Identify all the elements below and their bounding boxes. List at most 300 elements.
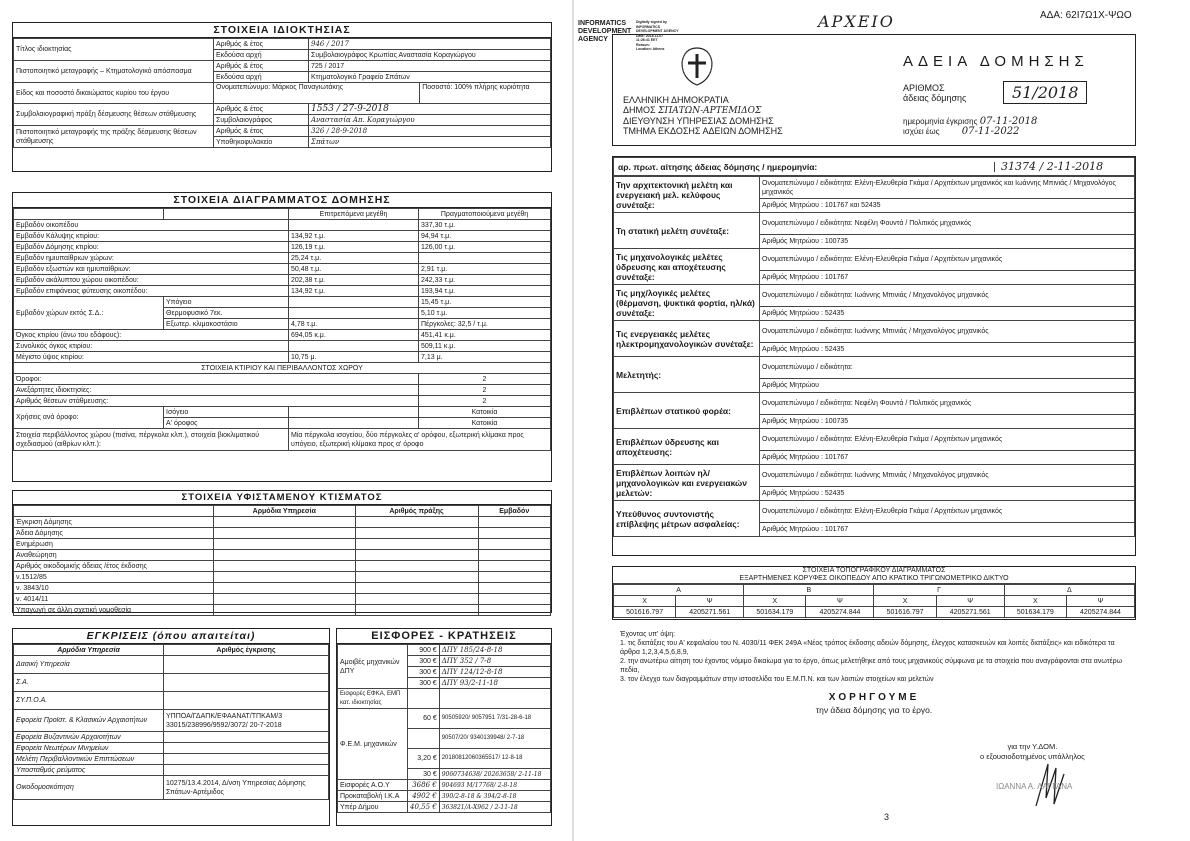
study-row <box>614 393 1135 415</box>
row-sub: Θερμοφυσικό 7εκ. <box>164 308 289 319</box>
table-row <box>14 732 329 743</box>
clause: 3. τον έλεγχο των διαγραμμάτων στην ιστοσελίδα του Ε.Μ.Π.Ν. και των λοιπών στοιχείων και μελετών <box>620 676 934 683</box>
study-row <box>614 249 1135 271</box>
env-elements-value: Μία πέργκολα ισογείου, δύο πέργκολες α' ορόφου, εξωτερική κλίμακα προς υπόγειο, εξωτερική κλίμακα προς α' όροφο <box>289 429 551 451</box>
point-label: Α <box>614 585 744 596</box>
y-label: Ψ <box>936 596 1004 607</box>
row-service: Υποσταθμός ρεύματος <box>14 765 164 776</box>
field-value: 725 / 2017 <box>309 61 551 72</box>
study-row <box>614 321 1135 343</box>
signature-line: Location: Athens <box>636 47 665 51</box>
row-allowed: 134,92 τ.μ. <box>289 286 419 297</box>
study-label: Επιβλέπων ύδρευσης και αποχέτευσης: <box>614 429 760 465</box>
field-value: 946 / 2017 <box>309 39 551 50</box>
study-row <box>614 501 1135 523</box>
existing-building-section <box>12 490 552 613</box>
fees-table <box>337 644 551 813</box>
signature-line: Date: 2018.11.07 <box>636 33 664 38</box>
existing-title: ΣΤΟΙΧΕΙΑ ΥΦΙΣΤΑΜΕΝΟΥ ΚΤΙΣΜΑΤΟΣ <box>13 491 551 505</box>
row-allowed: 4,78 τ.μ. <box>289 319 419 330</box>
fee-amount: 60 € <box>408 709 440 729</box>
row-number: ΥΠΠΟΑ/ΓΔΑΠΚ/ΕΦΑΑΝΑΤ/ΤΠΚΑΜ/3 33015/238996/9592/3072/ 20-7-2018 <box>164 710 329 732</box>
x-value: 501634.179 <box>1004 607 1066 618</box>
row-realized: 337,30 τ.μ. <box>419 220 551 231</box>
ownership-title: ΣΤΟΙΧΕΙΑ ΙΔΙΟΚΤΗΣΙΑΣ <box>13 23 551 38</box>
parking-deed-label: Συμβολαιογραφική πράξη δέσμευσης θέσεων στάθμευσης <box>14 104 214 126</box>
table-row <box>338 780 551 791</box>
number-label: ΑΡΙΘΜΟΣ <box>903 83 945 93</box>
table-row <box>14 396 551 407</box>
ownership-section <box>12 22 552 172</box>
page-fold-line <box>572 0 574 841</box>
cert-label: Πιστοποιητικό μεταγραφής – Κτηματολογικό απόσπασμα <box>14 61 214 83</box>
ownership-table <box>13 38 551 148</box>
table-row <box>14 539 551 550</box>
use: Κατοικία <box>419 407 551 418</box>
table-row <box>14 275 551 286</box>
clause: 2. την ανωτέρω αίτηση του έχοντος νόμιμο δικαίωμα για το έργο, όπως μελετήθηκε από τους μηχανικούς σύμφωνα με τα στοιχεία που αναγράφονται στα ανωτέρω πεδία, <box>620 658 1123 674</box>
study-name: Ονοματεπώνυμο / ειδικότητα: Ελένη-Ελευθερία Γκάμα / Αρχιτέκτων μηχανικός <box>760 249 1135 271</box>
logo-line: DEVELOPMENT <box>578 28 632 35</box>
fee-ref: ΔΠΥ 124/12-8-18 <box>439 667 550 678</box>
row-service: Μελέτη Περιβαλλοντικών Επιπτώσεων <box>14 754 164 765</box>
field-key: Εκδούσα αρχή <box>214 72 309 83</box>
considering-block <box>620 630 1135 684</box>
row-label: Υπαγωγή σε άλλη σχετική νομοθεσία <box>14 605 214 616</box>
number-sub: άδειας δόμησης <box>903 93 967 103</box>
fee-ref: 90507/20/ 9340139948/ 2-7-18 <box>439 729 550 749</box>
col-header: Αρμόδια Υπηρεσία <box>14 645 164 656</box>
point-label: Δ <box>1004 585 1134 596</box>
row-label: Όροφοι: <box>14 374 419 385</box>
study-name: Ονοματεπώνυμο / ειδικότητα: Νεφέλη Φουντά / Πολιτικός μηχανικός <box>760 213 1135 235</box>
signature-line: Reason: <box>636 42 650 47</box>
row-sub: Υπόγειο <box>164 297 289 308</box>
table-row <box>14 374 551 385</box>
row-service: Σ.Α. <box>14 674 164 692</box>
fee-label: Υπέρ Δήμου <box>338 802 408 813</box>
study-label: Τις μηχ/λογικές μελέτες (θέρμανση, ψυκτικά φορτία, ηλ/κά) συνέταξε: <box>614 285 760 321</box>
study-label: Τις μηχανολογικές μελέτες ύδρευσης και αποχέτευσης συνέταξε: <box>614 249 760 285</box>
table-row <box>14 743 329 754</box>
table-row <box>14 674 329 692</box>
logo-line: AGENCY <box>578 36 608 43</box>
efka-label: Εισφορές ΕΦΚΑ, ΕΜΠ κατ. ιδιοκτησίας <box>338 689 408 709</box>
study-label: Υπεύθυνος συντονιστής επίβλεψης μέτρων ασφαλείας: <box>614 501 760 537</box>
row-allowed <box>289 297 419 308</box>
fee-amount: 30 € <box>408 769 440 780</box>
field-value: Συμβολαιογράφος Κρωπίας Αναστασία Κοραγιώργου <box>309 50 551 61</box>
fee-amount <box>408 729 440 749</box>
row-label: Αναθεώρηση <box>14 550 214 561</box>
table-row <box>14 765 329 776</box>
service-label: ΔΙΕΥΘΥΝΣΗ ΥΠΗΡΕΣΙΑΣ ΔΟΜΗΣΗΣ <box>623 116 774 126</box>
row-realized: 509,11 κ.μ. <box>419 341 551 352</box>
topo-table <box>613 584 1135 618</box>
study-name: Ονοματεπώνυμο / ειδικότητα: Ιωάννης Μπινιάς / Μηχανολόγος μηχανικός <box>760 465 1135 487</box>
table-row <box>14 242 551 253</box>
study-label: Μελετητής: <box>614 357 760 393</box>
study-label: Την αρχιτεκτονική μελέτη και ενεργειακή μελ. κελύφους συνέταξε: <box>614 177 760 213</box>
row-allowed: 25,24 τ.μ. <box>289 253 419 264</box>
table-row <box>14 594 551 605</box>
row-number <box>164 765 329 776</box>
table-row <box>14 561 551 572</box>
row-label: Εμβαδόν ημιυπαίθριων χώρων: <box>14 253 289 264</box>
republic-label: ΕΛΛΗΝΙΚΗ ΔΗΜΟΚΡΑΤΙΑ <box>623 95 729 105</box>
field-value: Σπάτων <box>309 137 551 148</box>
row-number <box>164 754 329 765</box>
diagram-table <box>13 208 551 451</box>
study-name: Ονοματεπώνυμο / ειδικότητα: Ιωάννης Μπινιάς / Μηχανολόγος μηχανικός <box>760 321 1135 343</box>
study-registry: Αριθμός Μητρώου <box>760 379 1135 393</box>
table-row <box>14 297 551 308</box>
row-label: ν.1512/85 <box>14 572 214 583</box>
considering-label: Έχοντας υπ' όψη: <box>620 631 676 638</box>
row-label: Αριθμός θέσεων στάθμευσης: <box>14 396 419 407</box>
row-service: Εφορεία Προϊστ. & Κλασικών Αρχαιοτήτων <box>14 710 164 732</box>
signatory-role: ο εξουσιοδοτημένος υπάλληλος <box>980 752 1085 761</box>
fee-ref: 363821/Α-Χ962 / 2-11-18 <box>439 802 550 813</box>
study-label: Τις ενεργειακές μελέτες ηλεκτρομηχανολογικών συνέταξε: <box>614 321 760 357</box>
fee-label: Προκαταβολή Ι.Κ.Α <box>338 791 408 802</box>
studies-section <box>612 156 1136 556</box>
signatory-org: για την Υ.ΔΟΜ. <box>1007 742 1058 751</box>
row-allowed: 694,05 κ.μ. <box>289 330 419 341</box>
table-row <box>14 286 551 297</box>
row-label: Ανεξάρτητες ιδιοκτησίες: <box>14 385 419 396</box>
row-allowed: 126,19 τ.μ. <box>289 242 419 253</box>
clause: 1. τις διατάξεις του Α' κεφαλαίου του Ν. 4030/11 ΦΕΚ 249Α «Νέος τρόπος έκδοσης αδειών δόμησης, έλεγχος κατασκευών και λοιπές διατάξεις» και ειδικότερα τα άρθρα 1,2,3,4,5,6,8,9, <box>620 640 1115 656</box>
approval-date-value: 07-11-2018 <box>979 116 1038 127</box>
studies-table <box>613 157 1135 176</box>
study-label: Τη στατική μελέτη συνέταξε: <box>614 213 760 249</box>
approvals-table <box>13 644 329 800</box>
row-service: Εφορεία Νεωτέρων Μνημείων <box>14 743 164 754</box>
field-key: Αριθμός & έτος <box>214 39 309 50</box>
col-header: Αριθμός έγκρισης <box>164 645 329 656</box>
fee-ref: 20180812060365517/ 12-8-18 <box>439 749 550 769</box>
table-row <box>14 550 551 561</box>
y-label: Ψ <box>676 596 744 607</box>
table-row <box>14 231 551 242</box>
building-diagram-section <box>12 192 552 482</box>
x-label: Χ <box>744 596 806 607</box>
study-registry: Αριθμός Μητρώου : 101767 <box>760 523 1135 537</box>
y-value: 4205271.561 <box>936 607 1004 618</box>
row-number <box>164 743 329 754</box>
fee-amount: 3,20 € <box>408 749 440 769</box>
fee-amount: 4902 € <box>408 791 440 802</box>
studies-rows <box>613 176 1135 537</box>
study-name: Ονοματεπώνυμο / ειδικότητα: Ιωάννης Μπινιάς / Μηχανολόγος μηχανικός <box>760 285 1135 307</box>
topographic-section <box>612 566 1136 620</box>
diagram-title: ΣΤΟΙΧΕΙΑ ΔΙΑΓΡΑΜΜΑΤΟΣ ΔΟΜΗΣΗΣ <box>13 193 551 208</box>
row-label: ν. 4014/11 <box>14 594 214 605</box>
table-row <box>338 709 551 729</box>
application-value: 31374 / 2-11-2018 <box>994 162 1134 172</box>
study-name: Ονοματεπώνυμο / ειδικότητα: Ελένη-Ελευθερία Γκάμα / Αρχιτέκτων μηχανικός <box>760 429 1135 451</box>
fees-section <box>336 628 552 826</box>
row-value: 2 <box>419 374 551 385</box>
table-row <box>14 572 551 583</box>
env-elements-label: Στοιχεία περιβάλλοντος χώρου (πισίνα, πέργκολα κλπ.), στοιχεία βιοκλιματικού σχεδιασμού (αιθρίων κλπ.): <box>14 429 289 451</box>
row-allowed <box>289 220 419 231</box>
fee-amount: 300 € <box>408 667 440 678</box>
permit-header <box>612 34 1136 146</box>
row-realized: 15,45 τ.μ. <box>419 297 551 308</box>
row-realized: 126,00 τ.μ. <box>419 242 551 253</box>
row-label: Άδεια Δόμησης <box>14 528 214 539</box>
municipality-label: ΔΗΜΟΣ <box>623 105 656 115</box>
use: Κατοικία <box>419 418 551 429</box>
ada-code: ΑΔΑ: 62Ι7Ω1Χ-ΨΩΟ <box>1040 10 1132 21</box>
studies-list <box>613 176 1135 537</box>
col-header: Αριθμός πράξης <box>355 506 478 517</box>
study-label: Επιβλέπων στατικού φορέα: <box>614 393 760 429</box>
uses-label: Χρήσεις ανά όροφο: <box>14 407 164 429</box>
owner-name: Ονοματεπώνυμο: Μάρκος Παναγιωτάκης <box>214 83 420 103</box>
x-value: 501616.797 <box>874 607 936 618</box>
fee-label: Εισφορές Α.Ο.Υ <box>338 780 408 791</box>
field-key: Αριθμός & έτος <box>214 61 309 72</box>
row-allowed <box>289 308 419 319</box>
field-key: Αριθμός & έτος <box>214 104 309 115</box>
fee-amount: 900 € <box>408 645 440 656</box>
x-label: Χ <box>874 596 936 607</box>
study-registry: Αριθμός Μητρώου : 100735 <box>760 235 1135 249</box>
row-allowed: 10,75 μ. <box>289 352 419 363</box>
y-value: 4205274.844 <box>1066 607 1134 618</box>
field-value: 326 / 28-9-2018 <box>309 126 551 137</box>
point-label: Γ <box>874 585 1004 596</box>
row-label: Όγκος κτιρίου (άνω του εδάφους): <box>14 330 289 341</box>
municipality-value: ΣΠΑΤΩΝ-ΑΡΤΕΜΙΔΟΣ <box>658 106 762 116</box>
page-number: 3 <box>884 812 890 822</box>
row-realized: Πέργκολες: 32,5 / τ.μ. <box>419 319 551 330</box>
study-registry: Αριθμός Μητρώου : 52435 <box>760 343 1135 357</box>
field-key: Συμβολαιογράφος <box>214 115 309 126</box>
outside-label: Εμβαδόν χώρων εκτός Σ.Δ.: <box>14 297 164 330</box>
study-registry: Αριθμός Μητρώου : 52435 <box>760 487 1135 501</box>
row-label: Εμβαδόν οικοπέδου <box>14 220 289 231</box>
x-label: Χ <box>614 596 676 607</box>
fees-title: ΕΙΣΦΟΡΕΣ - ΚΡΑΤΗΣΕΙΣ <box>337 629 551 644</box>
application-label: αρ. πρωτ. αίτησης άδειας δόμησης / ημερομηνία: <box>618 161 818 172</box>
signature-line: Digitally signed by <box>636 20 667 24</box>
row-service: Εφορεία Βυζαντινών Αρχαιοτήτων <box>14 732 164 743</box>
row-label: Αριθμός οικοδομικής άδειας /έτος έκδοσης <box>14 561 214 572</box>
row-value: 2 <box>419 385 551 396</box>
approvals-section <box>12 628 330 826</box>
row-realized: 451,41 κ.μ. <box>419 330 551 341</box>
row-service: Δασική Υπηρεσία <box>14 656 164 674</box>
env-title: ΣΤΟΙΧΕΙΑ ΚΤΙΡΙΟΥ ΚΑΙ ΠΕΡΙΒΑΛΛΟΝΤΟΣ ΧΩΡΟΥ <box>14 363 551 374</box>
study-registry: Αριθμός Μητρώου : 101767 <box>760 271 1135 285</box>
table-row <box>14 754 329 765</box>
signature-line: DEVELOPMENT AGENCY <box>636 29 679 33</box>
tem-label: Φ.Ε.Μ. μηχανικών <box>338 709 408 780</box>
study-registry: Αριθμός Μητρώου : 101767 και 52435 <box>760 199 1135 213</box>
table-row <box>14 385 551 396</box>
col-header: Εμβαδόν <box>478 506 551 517</box>
row-realized <box>419 253 551 264</box>
floor: Α' όροφος <box>164 418 289 429</box>
study-row <box>614 357 1135 379</box>
study-row <box>614 213 1135 235</box>
col-allowed: Επιτρεπόμενα μεγέθη <box>289 209 419 220</box>
signature-line: 11:26:41 EET <box>636 38 658 42</box>
table-row <box>338 689 551 709</box>
study-name: Ονοματεπώνυμο / ειδικότητα: Νεφέλη Φουντά / Πολιτικός μηχανικός <box>760 393 1135 415</box>
greek-emblem-icon <box>679 45 715 87</box>
point-label: Β <box>744 585 874 596</box>
table-row <box>14 776 329 800</box>
row-label: Εμβαδόν Κάλυψης κτιρίου: <box>14 231 289 242</box>
table-row <box>14 528 551 539</box>
archive-stamp: ΑΡΧΕΙΟ <box>818 12 895 31</box>
valid-until-label: ισχύει έως <box>903 127 940 136</box>
table-row <box>14 264 551 275</box>
permit-number: 51/2018 <box>1003 81 1087 104</box>
row-label: Μέγιστο ύψος κτιρίου: <box>14 352 289 363</box>
fee-ref: ΔΠΥ 185/24-8-18 <box>439 645 550 656</box>
y-label: Ψ <box>806 596 874 607</box>
row-label: Εμβαδόν ακάλυπτου χώρου οικοπέδου: <box>14 275 289 286</box>
field-key: Υποθηκοφυλακείο <box>214 137 309 148</box>
table-row <box>14 583 551 594</box>
floor: Ισόγειο <box>164 407 289 418</box>
logo-line: INFORMATICS <box>578 20 627 27</box>
row-label: Εμβαδόν εξωστών και ημιυπαίθριων: <box>14 264 289 275</box>
row-realized: 193,94 τ.μ. <box>419 286 551 297</box>
table-row <box>14 605 551 616</box>
signature-line: INFORMATICS <box>636 24 661 29</box>
table-row <box>338 645 551 656</box>
table-row <box>14 407 551 418</box>
row-number <box>164 656 329 674</box>
fee-ref: ΔΠΥ 352 / 7-8 <box>439 656 550 667</box>
y-label: Ψ <box>1066 596 1134 607</box>
table-row <box>14 656 329 674</box>
field-key: Εκδούσα αρχή <box>214 50 309 61</box>
department-label: ΤΜΗΜΑ ΕΚΔΟΣΗΣ ΑΔΕΙΩΝ ΔΟΜΗΣΗΣ <box>623 126 783 136</box>
field-value: Κτηματολογικό Γραφείο Σπάτων <box>309 72 551 83</box>
fee-ref: 390/2-8-18 & 394/2-8-18 <box>439 791 550 802</box>
study-row <box>614 429 1135 451</box>
fee-amount: 40,55 € <box>408 802 440 813</box>
table-row <box>338 791 551 802</box>
row-service: Οικοδομοσκόπηση <box>14 776 164 800</box>
approval-date-label: ημερομηνία έγκρισης <box>903 117 978 126</box>
fee-ref: 9060734638/ 20263658/ 2-11-18 <box>439 769 550 780</box>
table-row <box>14 341 551 352</box>
rights-label: Είδος και ποσοστό δικαιώματος κυρίου του έργου <box>14 83 214 104</box>
table-row <box>14 330 551 341</box>
valid-until-value: 07-11-2022 <box>961 126 1020 137</box>
fee-ref: 90505920/ 9057951 7/31-28-6-18 <box>439 709 550 729</box>
row-allowed: 50,48 τ.μ. <box>289 264 419 275</box>
eng-label: Αμοιβές μηχανικών ΔΠΥ <box>338 645 408 689</box>
approvals-title: ΕΓΚΡΙΣΕΙΣ (όπου απαιτείται) <box>13 629 329 644</box>
grant-label: ΧΟΡΗΓΟΥΜΕ <box>828 692 920 703</box>
study-name: Ονοματεπώνυμο / ειδικότητα: Ελένη-Ελευθερία Γκάμα / Αρχιτέκτων μηχανικός και Ιωάννης Μπινιάς / Μηχανολόγος μηχανικός <box>760 177 1135 199</box>
owner-percentage: Ποσοστό: 100% πλήρης κυριότητα <box>422 84 530 91</box>
field-value: Αναστασία Απ. Κοραγιώργου <box>309 115 551 126</box>
x-value: 501616.797 <box>614 607 676 618</box>
study-row <box>614 465 1135 487</box>
study-row <box>614 177 1135 199</box>
fee-ref: 904693 Μ/17768/ 2-8-18 <box>439 780 550 791</box>
row-label: Εμβαδόν Δόμησης κτιρίου: <box>14 242 289 253</box>
table-row <box>14 220 551 231</box>
table-row <box>338 802 551 813</box>
table-row <box>14 692 329 710</box>
y-value: 4205274.844 <box>806 607 874 618</box>
table-row <box>14 517 551 528</box>
col-realized: Πραγματοποιούμενα μεγέθη <box>419 209 551 220</box>
row-label: Εμβαδόν επιφάνειας φύτευσης οικοπέδου: <box>14 286 289 297</box>
row-number <box>164 674 329 692</box>
permit-title: ΑΔΕΙΑ ΔΟΜΗΣΗΣ <box>903 53 1089 70</box>
row-realized: 7,13 μ. <box>419 352 551 363</box>
row-label: Έγκριση Δόμησης <box>14 517 214 528</box>
study-registry: Αριθμός Μητρώου : 52435 <box>760 307 1135 321</box>
row-label: Ενημέρωση <box>14 539 214 550</box>
x-label: Χ <box>1004 596 1066 607</box>
table-row <box>14 253 551 264</box>
row-allowed: 202,38 τ.μ. <box>289 275 419 286</box>
fee-amount: 300 € <box>408 656 440 667</box>
row-realized: 242,33 τ.μ. <box>419 275 551 286</box>
study-row <box>614 285 1135 307</box>
fee-amount: 3686 € <box>408 780 440 791</box>
title-deed-label: Τίτλος ιδιοκτησίας <box>14 39 214 61</box>
col-header: Αρμόδια Υπηρεσία <box>214 506 356 517</box>
row-label: Συνολικός όγκος κτιρίου: <box>14 341 289 352</box>
row-realized: 5,10 τ.μ. <box>419 308 551 319</box>
row-number <box>164 692 329 710</box>
existing-table <box>13 505 551 616</box>
row-label: ν. 3843/10 <box>14 583 214 594</box>
signatory-name: ΙΩΑΝΝΑ Α. ΛΑΓΓΑΝΑ <box>996 782 1073 791</box>
fee-amount: 300 € <box>408 678 440 689</box>
table-row <box>14 352 551 363</box>
fee-ref: ΔΠΥ 93/2-11-18 <box>439 678 550 689</box>
field-value: 1553 / 27-9-2018 <box>309 104 551 115</box>
row-realized: 2,91 τ.μ. <box>419 264 551 275</box>
row-number: 10275/13.4.2014, Δ/νση Υπηρεσίας Δόμησης Σπάτων-Αρτέμιδος <box>164 776 329 800</box>
study-registry: Αριθμός Μητρώου : 101767 <box>760 451 1135 465</box>
topo-title-1: ΣΤΟΙΧΕΙΑ ΤΟΠΟΓΡΑΦΙΚΟΥ ΔΙΑΓΡΑΜΜΑΤΟΣ <box>802 567 946 574</box>
topo-title-2: ΕΞΑΡΤΗΜΕΝΕΣ ΚΟΡΥΦΕΣ ΟΙΚΟΠΕΔΟΥ ΑΠΟ ΚΡΑΤΙΚΟ ΤΡΙΓΩΝΟΜΕΤΡΙΚΟ ΔΙΚΤΥΟ <box>739 575 1009 582</box>
row-service: ΣΥ.Π.Ο.Α. <box>14 692 164 710</box>
study-label: Επιβλέπων λοιπών ηλ/μηχανολογικών και ενεργειακών μελετών: <box>614 465 760 501</box>
field-key: Αριθμός & έτος <box>214 126 309 137</box>
row-value: 2 <box>419 396 551 407</box>
study-registry: Αριθμός Μητρώου : 100735 <box>760 415 1135 429</box>
row-allowed <box>289 341 419 352</box>
row-allowed: 134,92 τ.μ. <box>289 231 419 242</box>
x-value: 501634.179 <box>744 607 806 618</box>
study-name: Ονοματεπώνυμο / ειδικότητα: <box>760 357 1135 379</box>
row-sub: Εξωτερ. κλιμακοστάσιο <box>164 319 289 330</box>
row-realized: 94,94 τ.μ. <box>419 231 551 242</box>
y-value: 4205271.561 <box>676 607 744 618</box>
grant-sub: την άδεια δόμησης για το έργο. <box>815 705 933 715</box>
study-name: Ονοματεπώνυμο / ειδικότητα: Ελένη-Ελευθερία Γκάμα / Αρχιτέκτων μηχανικός <box>760 501 1135 523</box>
parking-cert-label: Πιστοποιητικό μεταγραφής της πράξης δέσμευσης θέσεων στάθμευσης <box>14 126 214 148</box>
